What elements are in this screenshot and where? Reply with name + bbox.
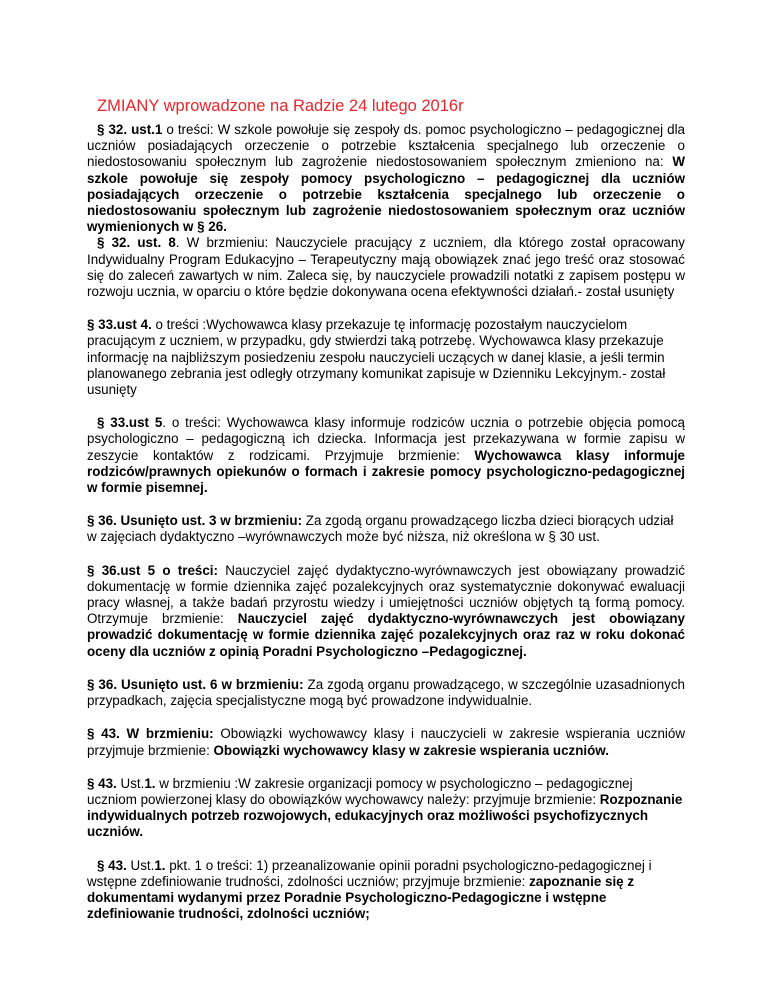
section-ref: § 43.	[97, 857, 127, 873]
paragraph-bold-text: W szkole powołuje się zespoły pomocy psychologiczno – pedagogicznej dla uczniów posiadających orzeczenie o potrzebie kształcenia specjalnego lub orzeczenie o niedostosowaniu społecznym lub zagrożenie niedostosowaniem społecznym oraz uczniów wymienionych w § 26.	[87, 154, 685, 235]
paragraph-text: o treści: W szkole powołuje się zespoły ds. pomoc psychologiczno – pedagogicznej dla uczniów posiadających orzeczenie o potrzebie kształcenia specjalnego lub orzeczenie o niedostosowaniu społecznym lub zagrożenie niedostosowaniem społecznym zmieniono na:	[87, 122, 685, 170]
paragraph-33-ust4	[87, 317, 685, 398]
paragraph-text: Obowiązki wychowawcy klasy i nauczycieli w zakresie wspierania uczniów przyjmuje brzmienie:	[87, 726, 685, 758]
section-ust-label: Ust.	[126, 857, 155, 873]
section-ref: § 36. Usunięto ust. 3 w brzmieniu:	[87, 513, 303, 529]
paragraph-bold-text: zapoznanie się z dokumentami wydanymi przez Poradnie Psychologiczno-Pedagogiczne i wstępne zdefiniowanie trudności, zdolności uczniów;	[87, 873, 635, 922]
paragraph-43-ust1	[87, 776, 685, 841]
paragraph-text: Za zgodą organu prowadzącego, w szczególnie uzasadnionych przypadkach, zajęcia specjalistyczne mogą być prowadzone indywidualnie.	[87, 676, 686, 709]
paragraph-32-ust1	[87, 122, 685, 235]
paragraph-33-ust5	[87, 415, 685, 496]
section-ref: § 33.ust 4.	[87, 317, 152, 333]
paragraph-text: . W brzmieniu: Nauczyciele pracujący z uczniem, dla którego został opracowany Indywidualny Program Edukacyjno – Terapeutyczny mają obowiązek znać jego treść oraz stosować się do zaleceń zawartych w nim. Zaleca się, by nauczyciele prowadzili notatki z zapisem postępu w rozwoju ucznia, w oparciu o które będzie dokonywana ocena efektywności działań.- został usunięty	[87, 235, 685, 300]
paragraph-43	[87, 726, 685, 758]
section-ref: § 32. ust. 8	[97, 235, 176, 251]
paragraph-36-ust5	[87, 563, 685, 660]
section-ref: § 36. Usunięto ust. 6 w brzmieniu:	[87, 676, 304, 692]
paragraph-43-ust1-pkt1	[87, 858, 685, 923]
paragraph-text: Za zgodą organu prowadzącego liczba dzieci biorących udział w zajęciach dydaktyczno –wyrównawczych może być niższa, niż określona w § 30 ust.	[87, 513, 674, 545]
document-title: ZMIANY wprowadzone na Radzie 24 lutego 2016r	[97, 97, 464, 115]
paragraph-text: o treści :Wychowawca klasy przekazuje tę informację pozostałym nauczycielom pracującym z uczniem, w przypadku, gdy stwierdzi taką potrzebę. Wychowawca klasy przekazuje informację na najbliższym posiedzeniu zespołu nauczycieli uczących w danej klasie, a jeśli termin planowanego zebrania jest odległy otrzymany komunikat zapisuje w Dzienniku Lekcyjnym.- został usunięty	[87, 317, 666, 398]
paragraph-text: w brzmieniu :W zakresie organizacji pomocy w psychologiczno – pedagogicznej uczniom powierzonej klasy do obowiązków wychowawcy należy: przyjmuje brzmienie:	[87, 775, 633, 807]
document-page	[87, 96, 685, 922]
paragraph-text: pkt. 1 o treści: 1) przeanalizowanie opinii poradni psychologiczno-pedagogicznej i wstępne zdefiniowanie trudności, zdolności uczniów; przyjmuje brzmienie:	[87, 857, 652, 889]
paragraph-bold-text: Rozpoznanie indywidualnych potrzeb rozwojowych, edukacyjnych oraz możliwości psychofizycznych uczniów.	[87, 791, 683, 840]
section-ust-number: 1.	[154, 857, 166, 873]
paragraph-36-ust3	[87, 513, 685, 545]
paragraph-bold-text: Wychowawca klasy informuje rodziców/prawnych opiekunów o formach i zakresie pomocy psychologiczno-pedagogicznej w formie pisemnej.	[87, 447, 685, 496]
paragraph-bold-text: Obowiązki wychowawcy klasy w zakresie wspierania uczniów.	[213, 742, 609, 758]
paragraph-bold-text: Nauczyciel zajęć dydaktyczno-wyrównawczych jest obowiązany prowadzić dokumentację w formie dziennika zajęć pozalekcyjnych oraz raz w roku dokonać oceny dla uczniów z opinią Poradni Psychologiczno –Pedagogicznej.	[87, 611, 685, 659]
paragraph-36-ust6	[87, 677, 685, 709]
section-ust-label: Ust.	[116, 775, 145, 791]
section-ref: § 43.	[87, 775, 117, 791]
section-ref: § 36.ust 5 o treści:	[87, 562, 218, 578]
section-ref: § 43. W brzmieniu:	[87, 726, 214, 742]
paragraph-32-ust8	[87, 235, 685, 300]
paragraph-text: Nauczyciel zajęć dydaktyczno-wyrównawczych jest obowiązany prowadzić dokumentację w formie dziennika zajęć pozalekcyjnych oraz systematycznie dokonywać ewaluacji pracy własnej, a także badań przyrostu wiedzy i umiejętności uczniów objętych tą formą pomocy. Otrzymuje brzmienie:	[87, 562, 686, 627]
section-ref: § 33.ust 5	[97, 415, 163, 431]
section-ust-number: 1.	[144, 775, 156, 791]
section-ref: § 32. ust.1	[97, 122, 163, 137]
paragraph-text: . o treści: Wychowawca klasy informuje rodziców ucznia o potrzebie objęcia pomocą psychologiczno – pedagogiczną ich dziecka. Informacja jest przekazywana w formie zapisu w zeszycie kontaktów z rodzicami. Przyjmuje brzmienie:	[87, 415, 685, 463]
